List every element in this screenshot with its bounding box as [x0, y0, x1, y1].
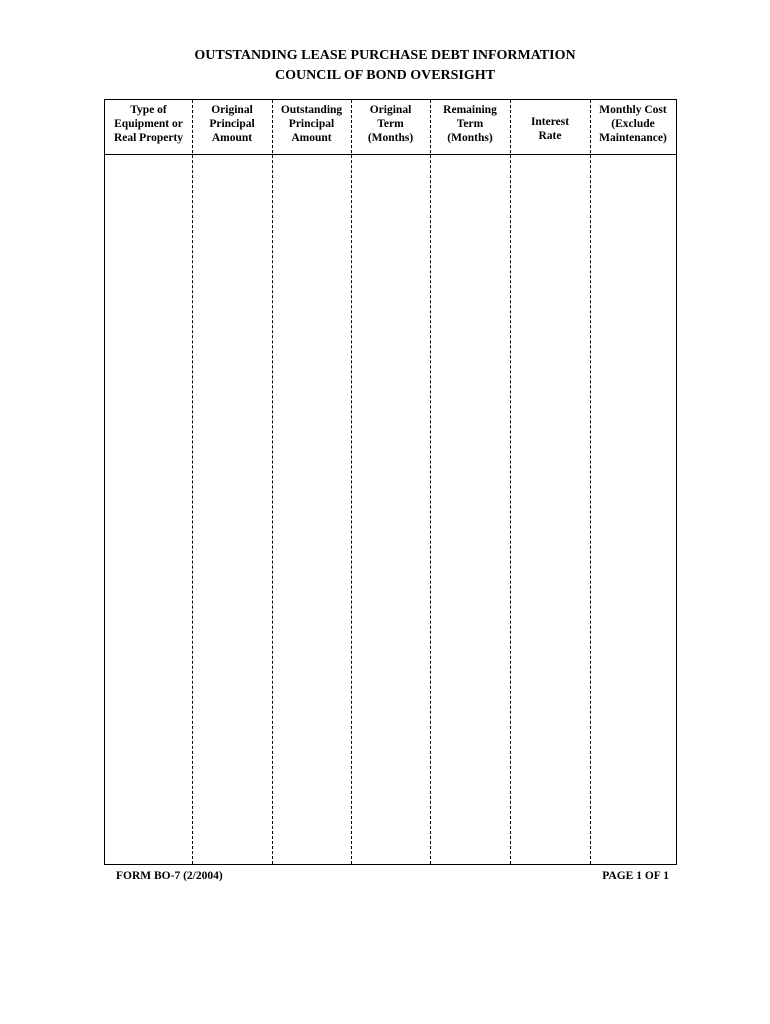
- column-divider: [590, 100, 591, 864]
- form-subtitle: COUNCIL OF BOND OVERSIGHT: [274, 68, 495, 83]
- column-header-original-term: Original Term (Months): [367, 104, 414, 144]
- column-divider: [272, 100, 273, 864]
- column-divider: [351, 100, 352, 864]
- column-divider: [510, 100, 511, 864]
- column-header-property-type: Type of Equipment or Real Property: [113, 104, 184, 144]
- column-header-monthly-cost: Monthly Cost (Exclude Maintenance): [599, 104, 667, 144]
- column-divider: [430, 100, 431, 864]
- page-number: PAGE 1 OF 1: [602, 870, 669, 882]
- column-header-remaining-term: Remaining Term (Months): [443, 104, 497, 144]
- column-divider: [192, 100, 193, 864]
- column-header-original-principal: Original Principal Amount: [209, 104, 255, 144]
- debt-table: [104, 99, 677, 865]
- form-number: FORM BO-7 (2/2004): [116, 870, 223, 882]
- column-header-outstanding-principal: Outstanding Principal Amount: [280, 104, 343, 144]
- column-header-interest-rate: Interest Rate: [530, 116, 570, 142]
- form-title: OUTSTANDING LEASE PURCHASE DEBT INFORMATION: [194, 48, 576, 63]
